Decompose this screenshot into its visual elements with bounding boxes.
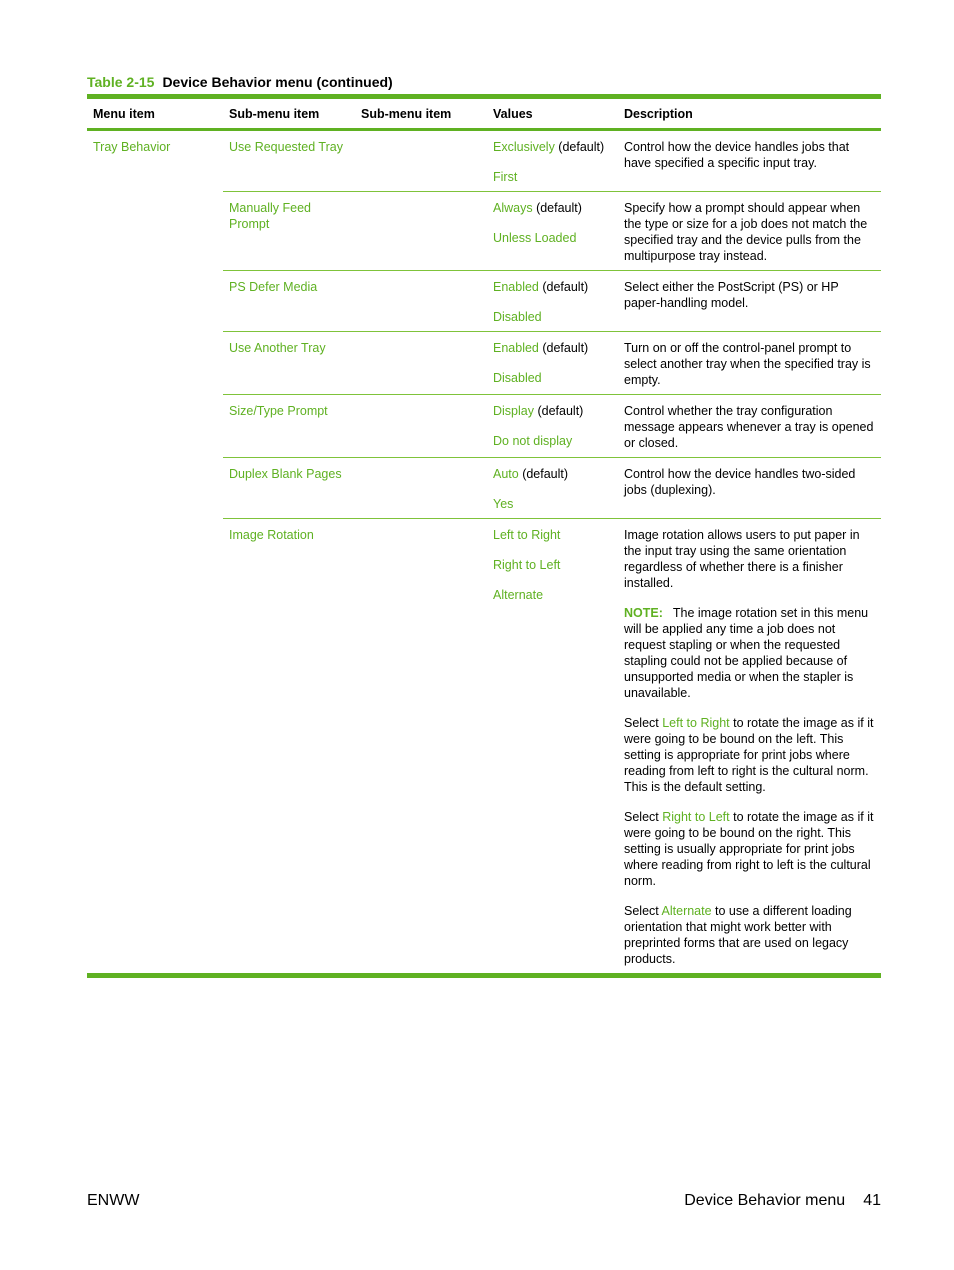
header-values: Values xyxy=(493,107,533,121)
value-option[interactable]: Enabled xyxy=(493,280,539,294)
values-cell xyxy=(487,271,618,332)
submenu-item[interactable]: Manually Feed Prompt xyxy=(229,201,311,231)
page-number: 41 xyxy=(863,1192,881,1209)
values-cell xyxy=(487,192,618,271)
footer-section xyxy=(684,1192,881,1210)
default-marker: (default) xyxy=(538,280,589,294)
description: Control how the device handles jobs that have specified a specific input tray. xyxy=(624,140,850,170)
description: Turn on or off the control-panel prompt to select another tray when the specified tray is empty. xyxy=(624,341,871,387)
table-header-row xyxy=(87,97,881,130)
submenu-item[interactable]: Use Another Tray xyxy=(229,341,326,355)
values-cell xyxy=(487,130,618,192)
default-marker: (default) xyxy=(534,404,584,418)
values-cell xyxy=(487,519,618,976)
description-text: to use a different loading orientation that might work better with preprinted forms that are used on legacy products. xyxy=(624,904,852,966)
value-option[interactable]: Left to Right xyxy=(493,528,561,542)
note xyxy=(624,605,875,701)
note-text: The image rotation set in this menu will be applied any time a job does not request stapling or when the requested stapling could not be applied because of unsupported media or when the stapler is unavailable. xyxy=(624,606,869,700)
value-option[interactable]: Unless Loaded xyxy=(493,231,577,245)
description-left-to-right xyxy=(624,715,875,795)
submenu-item[interactable]: PS Defer Media xyxy=(229,280,318,294)
value-option[interactable]: Auto xyxy=(493,467,519,481)
default-marker: (default) xyxy=(538,341,589,355)
menu-item-tray-behavior[interactable]: Tray Behavior xyxy=(93,140,171,154)
table-title: Device Behavior menu (continued) xyxy=(162,74,393,90)
select-word: Select xyxy=(624,810,663,824)
default-marker: (default) xyxy=(554,140,605,154)
description-alternate xyxy=(624,903,875,967)
value-option[interactable]: Always xyxy=(493,201,533,215)
link-alternate[interactable]: Alternate xyxy=(661,904,712,918)
value-option[interactable]: Enabled xyxy=(493,341,539,355)
device-behavior-table xyxy=(87,94,881,978)
link-left-to-right[interactable]: Left to Right xyxy=(662,716,730,730)
header-submenu-item-1: Sub-menu item xyxy=(229,107,320,121)
note-label: NOTE: xyxy=(624,606,663,620)
value-option[interactable]: Right to Left xyxy=(493,558,561,572)
values-cell xyxy=(487,458,618,519)
value-option[interactable]: First xyxy=(493,170,518,184)
value-option[interactable]: Exclusively xyxy=(493,140,555,154)
value-option[interactable]: Disabled xyxy=(493,310,542,324)
value-option[interactable]: Do not display xyxy=(493,434,573,448)
footer-section-title: Device Behavior menu xyxy=(684,1192,846,1209)
header-submenu-item-2: Sub-menu item xyxy=(361,107,452,121)
submenu-item[interactable]: Use Requested Tray xyxy=(229,140,343,154)
description-text: to rotate the image as if it were going to be bound on the left. This setting is appropriate for print jobs where reading from left to right is the cultural norm. This is the default setting. xyxy=(624,716,874,794)
values-cell xyxy=(487,332,618,395)
value-option[interactable]: Display xyxy=(493,404,534,418)
header-description: Description xyxy=(624,107,693,121)
submenu-item[interactable]: Image Rotation xyxy=(229,528,314,542)
default-marker: (default) xyxy=(518,467,569,481)
footer-enww: ENWW xyxy=(87,1192,140,1209)
description: Select either the PostScript (PS) or HP paper-handling model. xyxy=(624,280,839,310)
description: Control whether the tray configuration message appears whenever a tray is opened or closed. xyxy=(624,404,874,450)
link-right-to-left[interactable]: Right to Left xyxy=(662,810,730,824)
value-option[interactable]: Yes xyxy=(493,497,514,511)
values-cell xyxy=(487,395,618,458)
table-number: Table 2-15 xyxy=(87,74,155,90)
description-right-to-left xyxy=(624,809,875,889)
description xyxy=(618,519,881,976)
description-text: to rotate the image as if it were going to be bound on the right. This setting is usually appropriate for print jobs where reading from right to left is the cultural norm. xyxy=(624,810,874,888)
value-option[interactable]: Disabled xyxy=(493,371,542,385)
select-word: Select xyxy=(624,904,662,918)
table-caption xyxy=(87,74,393,90)
description: Specify how a prompt should appear when the type or size for a job does not match the specified tray and the device pulls from the multipurpose tray instead. xyxy=(624,201,868,263)
description-intro: Image rotation allows users to put paper in the input tray using the same orientation regardless of whether there is a finisher installed. xyxy=(624,528,860,590)
submenu-item[interactable]: Duplex Blank Pages xyxy=(229,467,342,481)
header-menu-item: Menu item xyxy=(93,107,155,121)
submenu-item[interactable]: Size/Type Prompt xyxy=(229,404,328,418)
value-option[interactable]: Alternate xyxy=(493,588,544,602)
default-marker: (default) xyxy=(532,201,582,215)
table-row xyxy=(87,130,881,192)
select-word: Select xyxy=(624,716,663,730)
description: Control how the device handles two-sided jobs (duplexing). xyxy=(624,467,856,497)
